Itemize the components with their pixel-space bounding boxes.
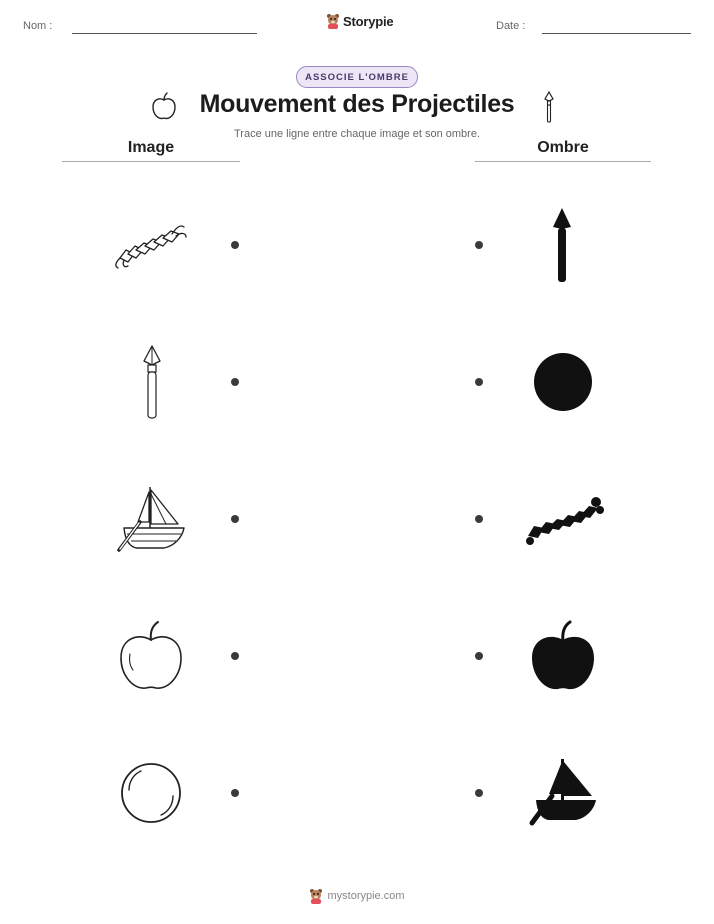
right-dot-3[interactable]: [475, 515, 483, 523]
left-dot-2[interactable]: [231, 378, 239, 386]
activity-badge: ASSOCIE L'OMBRE: [296, 66, 418, 88]
instructions: Trace une ligne entre chaque image et son ombre.: [233, 128, 481, 140]
column-divider-right: [475, 161, 651, 162]
left-dot-4[interactable]: [231, 652, 239, 660]
right-dot-5[interactable]: [475, 789, 483, 797]
column-header-ombre: Ombre: [537, 139, 589, 156]
sailboat-silhouette-icon: [526, 756, 600, 828]
spear-silhouette-icon: [550, 207, 574, 283]
right-dot-2[interactable]: [475, 378, 483, 386]
apple-silhouette-icon: [528, 620, 598, 692]
apple-icon: [116, 620, 186, 692]
page-title: Mouvement des Projectiles: [199, 90, 515, 118]
rope-icon: [110, 218, 192, 272]
footer-url[interactable]: mystorypie.com: [327, 890, 405, 902]
right-dot-4[interactable]: [475, 652, 483, 660]
name-label: Nom :: [23, 20, 53, 32]
spear-icon: [140, 344, 164, 420]
column-divider-left: [62, 161, 240, 162]
storypie-mascot-icon: [326, 13, 340, 29]
date-label: Date :: [496, 20, 526, 32]
column-header-image: Image: [127, 139, 175, 156]
spear-icon: [543, 91, 555, 123]
date-field-line[interactable]: [542, 33, 691, 34]
rope-silhouette-icon: [522, 492, 604, 546]
left-dot-1[interactable]: [231, 241, 239, 249]
sailboat-icon: [114, 484, 188, 554]
left-dot-3[interactable]: [231, 515, 239, 523]
brand-logo: [326, 13, 393, 29]
name-field-line[interactable]: [72, 33, 257, 34]
storypie-mascot-icon: [309, 888, 323, 904]
footer: [0, 888, 714, 904]
right-dot-1[interactable]: [475, 241, 483, 249]
ball-icon: [120, 762, 182, 824]
ball-silhouette-icon: [533, 352, 593, 412]
left-dot-5[interactable]: [231, 789, 239, 797]
brand-name: Storypie: [343, 13, 394, 29]
